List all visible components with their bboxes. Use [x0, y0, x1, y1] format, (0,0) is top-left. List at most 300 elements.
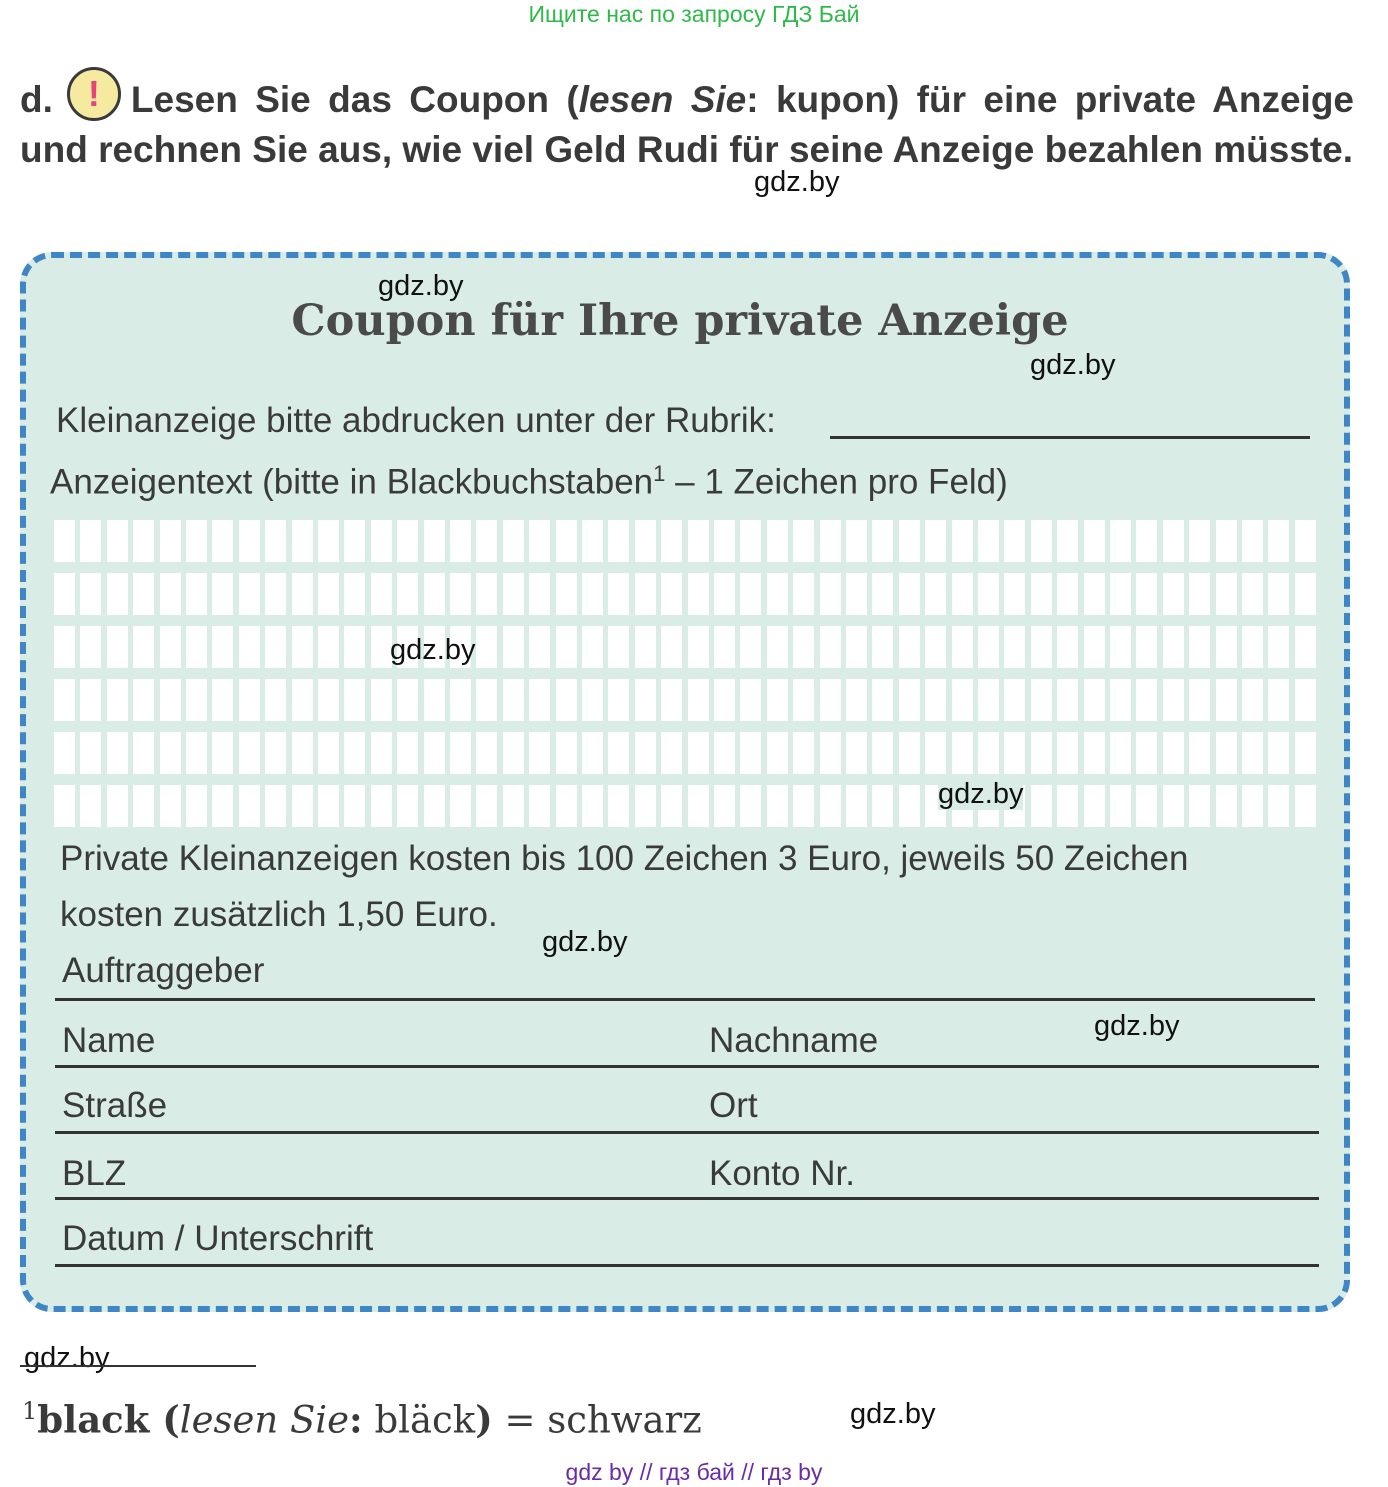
character-cell[interactable] [1163, 520, 1184, 562]
character-cell[interactable] [1242, 573, 1263, 615]
character-cell[interactable] [344, 626, 365, 668]
character-cell[interactable] [1004, 626, 1025, 668]
character-cell[interactable] [608, 626, 629, 668]
character-cell[interactable] [899, 785, 920, 827]
character-cell[interactable] [635, 785, 656, 827]
character-cell[interactable] [952, 732, 973, 774]
character-cell[interactable] [80, 573, 101, 615]
character-cell[interactable] [978, 679, 999, 721]
character-cell[interactable] [1004, 520, 1025, 562]
character-cell[interactable] [925, 732, 946, 774]
character-cell[interactable] [186, 785, 207, 827]
character-cell[interactable] [714, 679, 735, 721]
character-cell[interactable] [635, 520, 656, 562]
character-cell[interactable] [661, 679, 682, 721]
konto-label: Konto Nr. [709, 1154, 855, 1193]
character-cell[interactable] [397, 732, 418, 774]
character-cell[interactable] [1268, 679, 1289, 721]
character-cell[interactable] [872, 573, 893, 615]
character-cell[interactable] [54, 679, 75, 721]
character-cell[interactable] [292, 732, 313, 774]
character-cell[interactable] [582, 679, 603, 721]
character-cell[interactable] [899, 679, 920, 721]
watermark: gdz.by [378, 270, 464, 302]
character-cell[interactable] [503, 679, 524, 721]
character-cell[interactable] [529, 732, 550, 774]
character-cell[interactable] [160, 573, 181, 615]
character-cell[interactable] [424, 679, 445, 721]
character-cell[interactable] [688, 732, 709, 774]
character-cell[interactable] [107, 785, 128, 827]
character-cell[interactable] [978, 573, 999, 615]
character-cell[interactable] [1163, 732, 1184, 774]
character-cell[interactable] [1216, 732, 1237, 774]
character-cell[interactable] [635, 573, 656, 615]
character-cell[interactable] [872, 626, 893, 668]
character-cell[interactable] [608, 732, 629, 774]
character-cell[interactable] [793, 573, 814, 615]
character-cell[interactable] [714, 520, 735, 562]
character-cell[interactable] [899, 573, 920, 615]
character-cell[interactable] [1057, 732, 1078, 774]
character-cell[interactable] [556, 573, 577, 615]
character-cell[interactable] [371, 679, 392, 721]
price-line-2: kosten zusätzlich 1,50 Euro. [60, 895, 498, 934]
character-cell[interactable] [1031, 785, 1052, 827]
character-cell[interactable] [767, 785, 788, 827]
character-cell[interactable] [133, 732, 154, 774]
character-cell[interactable] [899, 520, 920, 562]
character-cell[interactable] [767, 679, 788, 721]
character-cell[interactable] [212, 573, 233, 615]
character-cell[interactable] [239, 785, 260, 827]
character-cell[interactable] [1057, 679, 1078, 721]
character-cell[interactable] [1268, 732, 1289, 774]
character-cell[interactable] [714, 732, 735, 774]
character-cell[interactable] [212, 732, 233, 774]
character-cell[interactable] [740, 732, 761, 774]
character-cell[interactable] [212, 785, 233, 827]
character-cell[interactable] [476, 626, 497, 668]
character-cell[interactable] [556, 520, 577, 562]
character-cell[interactable] [397, 573, 418, 615]
character-cell[interactable] [556, 785, 577, 827]
character-cell[interactable] [133, 626, 154, 668]
character-cell[interactable] [265, 679, 286, 721]
character-cell[interactable] [1189, 732, 1210, 774]
character-cell[interactable] [820, 732, 841, 774]
blz-line[interactable] [55, 1197, 1319, 1200]
character-cell[interactable] [952, 520, 973, 562]
character-cell[interactable] [556, 626, 577, 668]
character-cell[interactable] [186, 732, 207, 774]
datum-line[interactable] [55, 1264, 1319, 1267]
character-cell[interactable] [793, 732, 814, 774]
character-cell[interactable] [635, 732, 656, 774]
character-cell[interactable] [239, 520, 260, 562]
character-cell[interactable] [371, 520, 392, 562]
character-cell[interactable] [1295, 626, 1316, 668]
character-cell[interactable] [397, 520, 418, 562]
character-cell[interactable] [292, 679, 313, 721]
character-cell[interactable] [1189, 626, 1210, 668]
character-cell[interactable] [239, 732, 260, 774]
character-cell[interactable] [186, 573, 207, 615]
character-cell[interactable] [899, 732, 920, 774]
character-cell[interactable] [80, 785, 101, 827]
character-cell[interactable] [1216, 785, 1237, 827]
character-cell[interactable] [54, 520, 75, 562]
character-cell[interactable] [186, 679, 207, 721]
character-cell[interactable] [80, 679, 101, 721]
character-cell[interactable] [582, 626, 603, 668]
character-cell[interactable] [1268, 626, 1289, 668]
character-cell[interactable] [186, 626, 207, 668]
character-cell[interactable] [80, 626, 101, 668]
character-cell[interactable] [503, 573, 524, 615]
character-cell[interactable] [1189, 785, 1210, 827]
character-cell[interactable] [186, 520, 207, 562]
character-cell[interactable] [1031, 679, 1052, 721]
character-cell[interactable] [872, 732, 893, 774]
character-cell[interactable] [1004, 679, 1025, 721]
character-cell[interactable] [740, 520, 761, 562]
character-cell[interactable] [635, 679, 656, 721]
character-cell[interactable] [820, 626, 841, 668]
character-cell[interactable] [952, 626, 973, 668]
character-cell[interactable] [107, 732, 128, 774]
character-cell[interactable] [608, 785, 629, 827]
character-cell[interactable] [318, 520, 339, 562]
character-cell[interactable] [1295, 679, 1316, 721]
character-cell[interactable] [160, 520, 181, 562]
character-cell[interactable] [265, 626, 286, 668]
character-cell[interactable] [1136, 785, 1157, 827]
character-cell[interactable] [503, 732, 524, 774]
exclamation-icon: ! [67, 67, 121, 121]
character-cell[interactable] [1242, 626, 1263, 668]
character-cell[interactable] [344, 679, 365, 721]
character-cell[interactable] [872, 679, 893, 721]
character-cell[interactable] [793, 520, 814, 562]
character-cell[interactable] [1216, 520, 1237, 562]
character-cell[interactable] [265, 732, 286, 774]
character-cell[interactable] [925, 520, 946, 562]
character-cell[interactable] [1084, 626, 1105, 668]
character-cell[interactable] [212, 679, 233, 721]
character-cell[interactable] [54, 732, 75, 774]
character-cell[interactable] [476, 520, 497, 562]
character-cell[interactable] [1110, 785, 1131, 827]
character-cell[interactable] [688, 679, 709, 721]
character-cell[interactable] [318, 679, 339, 721]
character-cell[interactable] [1031, 520, 1052, 562]
character-cell[interactable] [582, 520, 603, 562]
character-cell[interactable] [1084, 679, 1105, 721]
character-cell[interactable] [820, 520, 841, 562]
character-cell[interactable] [1031, 573, 1052, 615]
character-cell[interactable] [740, 679, 761, 721]
character-cell[interactable] [265, 520, 286, 562]
character-cell[interactable] [107, 626, 128, 668]
character-cell[interactable] [344, 732, 365, 774]
character-cell[interactable] [1242, 785, 1263, 827]
character-cell[interactable] [265, 785, 286, 827]
character-cell[interactable] [556, 679, 577, 721]
character-cell[interactable] [107, 573, 128, 615]
character-cell[interactable] [872, 520, 893, 562]
character-cell[interactable] [608, 520, 629, 562]
character-cell[interactable] [529, 520, 550, 562]
character-cell[interactable] [582, 785, 603, 827]
character-cell[interactable] [133, 573, 154, 615]
character-cell[interactable] [582, 573, 603, 615]
character-cell[interactable] [1242, 520, 1263, 562]
character-cell[interactable] [450, 573, 471, 615]
character-cell[interactable] [1004, 573, 1025, 615]
character-cell[interactable] [1216, 626, 1237, 668]
character-cell[interactable] [397, 785, 418, 827]
character-cell[interactable] [476, 573, 497, 615]
character-cell[interactable] [820, 679, 841, 721]
character-cell[interactable] [688, 573, 709, 615]
character-cell[interactable] [318, 573, 339, 615]
character-cell[interactable] [371, 785, 392, 827]
character-cell[interactable] [503, 626, 524, 668]
character-cell[interactable] [846, 785, 867, 827]
character-cell[interactable] [54, 626, 75, 668]
character-cell[interactable] [740, 573, 761, 615]
character-cell[interactable] [1084, 573, 1105, 615]
character-cell[interactable] [1084, 785, 1105, 827]
character-cell[interactable] [767, 573, 788, 615]
character-cell[interactable] [1242, 732, 1263, 774]
character-cell[interactable] [556, 732, 577, 774]
rubrik-input-line[interactable] [830, 436, 1310, 439]
character-cell[interactable] [740, 626, 761, 668]
character-cell[interactable] [54, 573, 75, 615]
character-cell[interactable] [793, 679, 814, 721]
character-cell[interactable] [1295, 732, 1316, 774]
character-cell[interactable] [635, 626, 656, 668]
character-cell[interactable] [292, 573, 313, 615]
character-cell[interactable] [1084, 520, 1105, 562]
character-cell[interactable] [1268, 785, 1289, 827]
character-cell[interactable] [1110, 520, 1131, 562]
character-cell[interactable] [160, 732, 181, 774]
character-cell[interactable] [793, 626, 814, 668]
character-cell[interactable] [292, 785, 313, 827]
character-cell[interactable] [450, 679, 471, 721]
character-cell[interactable] [371, 626, 392, 668]
character-cell[interactable] [292, 520, 313, 562]
character-cell[interactable] [846, 626, 867, 668]
character-cell[interactable] [1136, 732, 1157, 774]
character-cell[interactable] [318, 785, 339, 827]
character-cell[interactable] [925, 573, 946, 615]
character-cell[interactable] [424, 785, 445, 827]
character-cell[interactable] [1057, 573, 1078, 615]
character-cell[interactable] [450, 785, 471, 827]
character-cell[interactable] [212, 626, 233, 668]
character-cell[interactable] [133, 785, 154, 827]
character-cell[interactable] [1295, 785, 1316, 827]
character-cell[interactable] [1163, 573, 1184, 615]
character-cell[interactable] [529, 679, 550, 721]
character-cell[interactable] [424, 520, 445, 562]
character-cell[interactable] [344, 573, 365, 615]
character-cell[interactable] [952, 573, 973, 615]
character-cell[interactable] [1216, 573, 1237, 615]
character-cell[interactable] [503, 520, 524, 562]
character-cell[interactable] [292, 626, 313, 668]
character-cell[interactable] [1031, 732, 1052, 774]
character-cell[interactable] [1110, 679, 1131, 721]
character-cell[interactable] [608, 573, 629, 615]
character-cell[interactable] [688, 520, 709, 562]
character-cell[interactable] [661, 626, 682, 668]
character-cell[interactable] [661, 732, 682, 774]
character-cell[interactable] [318, 732, 339, 774]
task-text-a: Lesen Sie das Coupon ( [130, 79, 579, 120]
character-cell[interactable] [740, 785, 761, 827]
character-cell[interactable] [450, 520, 471, 562]
character-cell[interactable] [925, 679, 946, 721]
character-cell[interactable] [978, 520, 999, 562]
character-cell[interactable] [1057, 520, 1078, 562]
character-cell[interactable] [160, 785, 181, 827]
grid-row [54, 785, 1324, 827]
character-cell[interactable] [54, 785, 75, 827]
character-cell[interactable] [80, 732, 101, 774]
character-cell[interactable] [714, 573, 735, 615]
task-instruction [20, 67, 1354, 175]
character-cell[interactable] [424, 732, 445, 774]
character-cell[interactable] [1189, 679, 1210, 721]
character-cell[interactable] [1163, 785, 1184, 827]
character-cell[interactable] [1136, 626, 1157, 668]
character-cell[interactable] [1110, 573, 1131, 615]
character-cell[interactable] [397, 679, 418, 721]
character-cell[interactable] [1136, 679, 1157, 721]
character-cell[interactable] [767, 732, 788, 774]
character-cell[interactable] [344, 785, 365, 827]
character-cell[interactable] [529, 785, 550, 827]
character-cell[interactable] [846, 732, 867, 774]
character-cell[interactable] [767, 520, 788, 562]
strasse-line[interactable] [55, 1131, 1319, 1134]
character-cell[interactable] [661, 520, 682, 562]
character-cell[interactable] [820, 785, 841, 827]
character-cell[interactable] [424, 573, 445, 615]
character-cell[interactable] [846, 679, 867, 721]
character-cell[interactable] [793, 785, 814, 827]
auftraggeber-label: Auftraggeber [62, 951, 265, 990]
character-cell[interactable] [714, 626, 735, 668]
task-letter: d. [20, 79, 53, 120]
character-cell[interactable] [1163, 679, 1184, 721]
character-cell[interactable] [133, 679, 154, 721]
character-cell[interactable] [1189, 573, 1210, 615]
character-cell[interactable] [1057, 785, 1078, 827]
character-cell[interactable] [688, 785, 709, 827]
character-cell[interactable] [160, 626, 181, 668]
character-cell[interactable] [476, 785, 497, 827]
character-cell[interactable] [1163, 626, 1184, 668]
character-cell[interactable] [107, 520, 128, 562]
grid-row [54, 626, 1324, 668]
character-cell[interactable] [846, 520, 867, 562]
character-cell[interactable] [212, 520, 233, 562]
character-cell[interactable] [767, 626, 788, 668]
character-cell[interactable] [582, 732, 603, 774]
character-cell[interactable] [344, 520, 365, 562]
character-cell[interactable] [978, 732, 999, 774]
character-cell[interactable] [160, 679, 181, 721]
character-cell[interactable] [688, 626, 709, 668]
character-cell[interactable] [1242, 679, 1263, 721]
character-cell[interactable] [1216, 679, 1237, 721]
character-cell[interactable] [80, 520, 101, 562]
character-cell[interactable] [1084, 732, 1105, 774]
character-cell[interactable] [476, 732, 497, 774]
character-cell[interactable] [820, 573, 841, 615]
character-cell[interactable] [1295, 573, 1316, 615]
character-cell[interactable] [1057, 626, 1078, 668]
character-cell[interactable] [978, 626, 999, 668]
task-text-b: : kupon) für eine private Anzeige und rechnen Sie aus, wie viel Geld Rudi für seine Anzeige bezahlen müsste. [20, 79, 1354, 170]
character-cell[interactable] [107, 679, 128, 721]
character-cell[interactable] [371, 573, 392, 615]
character-cell[interactable] [1136, 573, 1157, 615]
character-cell[interactable] [476, 679, 497, 721]
character-cell[interactable] [1110, 732, 1131, 774]
character-cell[interactable] [239, 626, 260, 668]
auftraggeber-line [55, 998, 1315, 1001]
character-cell[interactable] [608, 679, 629, 721]
grid-row [54, 732, 1324, 774]
character-cell[interactable] [952, 679, 973, 721]
character-cell[interactable] [450, 732, 471, 774]
character-cell[interactable] [661, 785, 682, 827]
character-cell[interactable] [318, 626, 339, 668]
character-cell[interactable] [133, 520, 154, 562]
character-cell[interactable] [1136, 520, 1157, 562]
character-cell[interactable] [714, 785, 735, 827]
name-label: Name [62, 1021, 156, 1060]
character-cell[interactable] [239, 679, 260, 721]
character-cell[interactable] [1110, 626, 1131, 668]
character-cell[interactable] [661, 573, 682, 615]
character-cell[interactable] [529, 573, 550, 615]
character-cell[interactable] [846, 573, 867, 615]
character-cell[interactable] [1295, 520, 1316, 562]
character-cell[interactable] [529, 626, 550, 668]
name-line[interactable] [55, 1065, 1319, 1068]
character-cell[interactable] [371, 732, 392, 774]
character-cell[interactable] [1189, 520, 1210, 562]
character-cell[interactable] [503, 785, 524, 827]
character-cell[interactable] [1268, 573, 1289, 615]
character-cell[interactable] [1031, 626, 1052, 668]
character-cell[interactable] [872, 785, 893, 827]
character-cell[interactable] [925, 626, 946, 668]
character-cell[interactable] [1268, 520, 1289, 562]
character-cell[interactable] [265, 573, 286, 615]
character-cell[interactable] [1004, 732, 1025, 774]
character-cell[interactable] [899, 626, 920, 668]
character-cell[interactable] [239, 573, 260, 615]
